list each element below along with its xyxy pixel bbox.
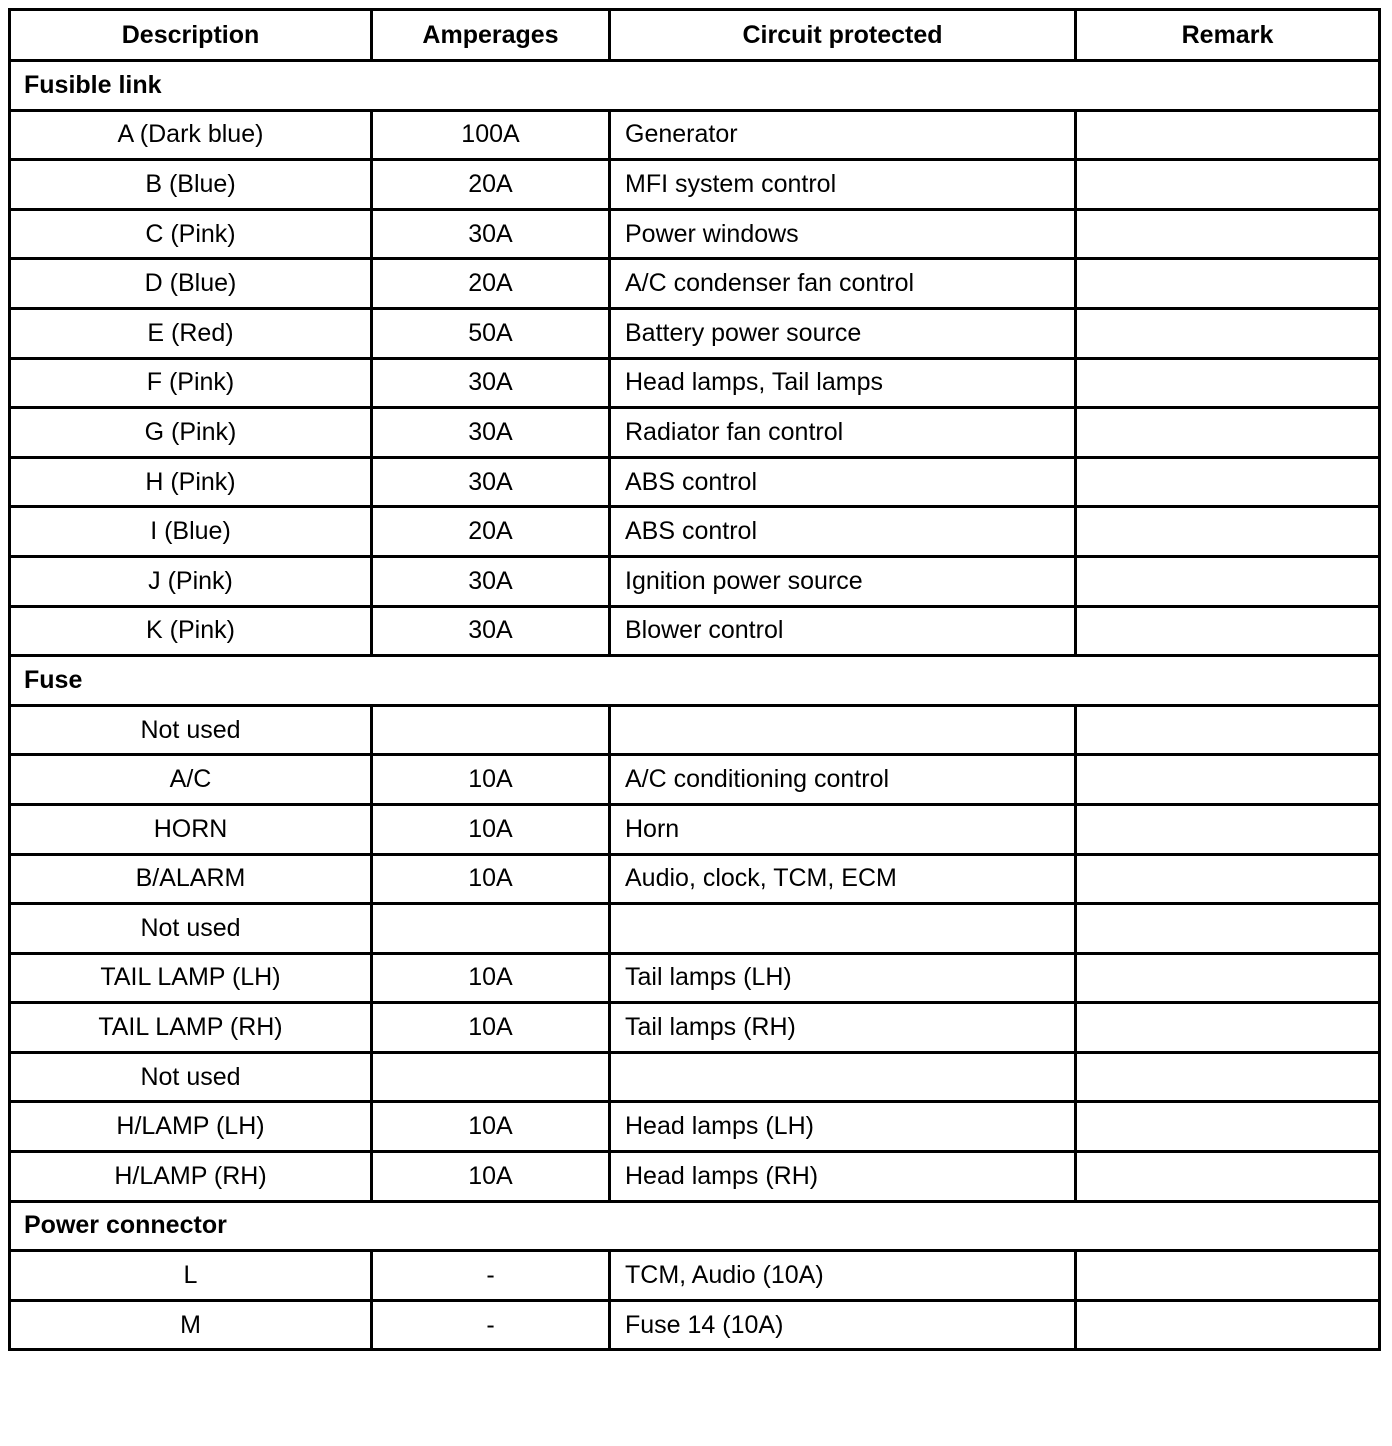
cell-circuit-protected: Head lamps, Tail lamps [610,358,1076,408]
section-header-row [10,656,1380,706]
cell-amperage: 20A [372,160,610,210]
cell-remark [1076,755,1380,805]
cell-remark [1076,110,1380,160]
cell-circuit-protected: Head lamps (RH) [610,1152,1076,1202]
cell-description: G (Pink) [10,408,372,458]
cell-remark [1076,606,1380,656]
cell-description: H/LAMP (LH) [10,1102,372,1152]
fuse-table-container [8,8,1378,1351]
cell-description: TAIL LAMP (RH) [10,1003,372,1053]
header-amperages: Amperages [372,10,610,61]
cell-description: C (Pink) [10,209,372,259]
cell-description: K (Pink) [10,606,372,656]
cell-description: Not used [10,1052,372,1102]
cell-amperage: 10A [372,953,610,1003]
cell-circuit-protected: Ignition power source [610,556,1076,606]
cell-description: J (Pink) [10,556,372,606]
cell-amperage: 30A [372,408,610,458]
cell-amperage: 10A [372,1152,610,1202]
section-title: Power connector [10,1201,1380,1251]
cell-amperage: 10A [372,804,610,854]
cell-circuit-protected [610,904,1076,954]
header-circuit-protected: Circuit protected [610,10,1076,61]
cell-description: Not used [10,904,372,954]
cell-circuit-protected [610,705,1076,755]
table-row [10,457,1380,507]
table-row [10,1102,1380,1152]
table-row [10,755,1380,805]
table-row [10,1003,1380,1053]
section-title: Fuse [10,656,1380,706]
cell-remark [1076,507,1380,557]
table-row [10,308,1380,358]
cell-remark [1076,209,1380,259]
cell-circuit-protected: Horn [610,804,1076,854]
cell-description: HORN [10,804,372,854]
table-row [10,507,1380,557]
cell-remark [1076,457,1380,507]
cell-remark [1076,854,1380,904]
cell-description: A (Dark blue) [10,110,372,160]
cell-amperage: 20A [372,259,610,309]
cell-amperage: 100A [372,110,610,160]
cell-description: B (Blue) [10,160,372,210]
cell-remark [1076,953,1380,1003]
cell-circuit-protected: Power windows [610,209,1076,259]
cell-remark [1076,904,1380,954]
cell-description: H/LAMP (RH) [10,1152,372,1202]
cell-circuit-protected: Radiator fan control [610,408,1076,458]
section-header-row [10,1201,1380,1251]
table-row [10,606,1380,656]
cell-circuit-protected: ABS control [610,457,1076,507]
section-title: Fusible link [10,61,1380,111]
table-row [10,1152,1380,1202]
cell-remark [1076,259,1380,309]
cell-circuit-protected: TCM, Audio (10A) [610,1251,1076,1301]
cell-amperage: 30A [372,358,610,408]
cell-amperage: 20A [372,507,610,557]
cell-description: F (Pink) [10,358,372,408]
cell-amperage: - [372,1300,610,1350]
cell-circuit-protected: Fuse 14 (10A) [610,1300,1076,1350]
table-row [10,160,1380,210]
cell-amperage: 10A [372,1003,610,1053]
cell-amperage: - [372,1251,610,1301]
cell-remark [1076,804,1380,854]
cell-amperage: 30A [372,606,610,656]
cell-circuit-protected: Audio, clock, TCM, ECM [610,854,1076,904]
cell-amperage: 30A [372,556,610,606]
cell-amperage: 30A [372,209,610,259]
cell-circuit-protected: Generator [610,110,1076,160]
cell-remark [1076,160,1380,210]
cell-circuit-protected: Tail lamps (LH) [610,953,1076,1003]
cell-description: H (Pink) [10,457,372,507]
table-row [10,556,1380,606]
cell-description: I (Blue) [10,507,372,557]
cell-remark [1076,556,1380,606]
cell-remark [1076,1152,1380,1202]
cell-description: L [10,1251,372,1301]
section-header-row [10,61,1380,111]
table-row [10,259,1380,309]
cell-circuit-protected: Blower control [610,606,1076,656]
cell-remark [1076,705,1380,755]
cell-remark [1076,1251,1380,1301]
table-row [10,358,1380,408]
cell-amperage [372,904,610,954]
table-row [10,1300,1380,1350]
cell-description: B/ALARM [10,854,372,904]
cell-amperage [372,1052,610,1102]
cell-circuit-protected: Head lamps (LH) [610,1102,1076,1152]
header-remark: Remark [1076,10,1380,61]
cell-remark [1076,1052,1380,1102]
table-row [10,904,1380,954]
cell-amperage: 10A [372,854,610,904]
table-row [10,209,1380,259]
cell-description: Not used [10,705,372,755]
cell-circuit-protected: Battery power source [610,308,1076,358]
cell-remark [1076,408,1380,458]
table-row [10,408,1380,458]
cell-amperage: 10A [372,755,610,805]
table-row [10,854,1380,904]
cell-circuit-protected: A/C conditioning control [610,755,1076,805]
cell-description: TAIL LAMP (LH) [10,953,372,1003]
cell-description: A/C [10,755,372,805]
cell-circuit-protected: A/C condenser fan control [610,259,1076,309]
cell-description: D (Blue) [10,259,372,309]
table-row [10,804,1380,854]
cell-amperage: 10A [372,1102,610,1152]
header-row [10,10,1380,61]
table-row [10,953,1380,1003]
cell-remark [1076,1003,1380,1053]
cell-circuit-protected: MFI system control [610,160,1076,210]
cell-amperage: 30A [372,457,610,507]
table-body [10,61,1380,1350]
cell-description: M [10,1300,372,1350]
table-row [10,705,1380,755]
cell-remark [1076,1102,1380,1152]
cell-amperage: 50A [372,308,610,358]
cell-circuit-protected: ABS control [610,507,1076,557]
cell-circuit-protected [610,1052,1076,1102]
cell-amperage [372,705,610,755]
cell-description: E (Red) [10,308,372,358]
cell-remark [1076,308,1380,358]
table-row [10,1251,1380,1301]
table-row [10,1052,1380,1102]
cell-circuit-protected: Tail lamps (RH) [610,1003,1076,1053]
table-row [10,110,1380,160]
fuse-table [8,8,1381,1351]
cell-remark [1076,358,1380,408]
header-description: Description [10,10,372,61]
cell-remark [1076,1300,1380,1350]
